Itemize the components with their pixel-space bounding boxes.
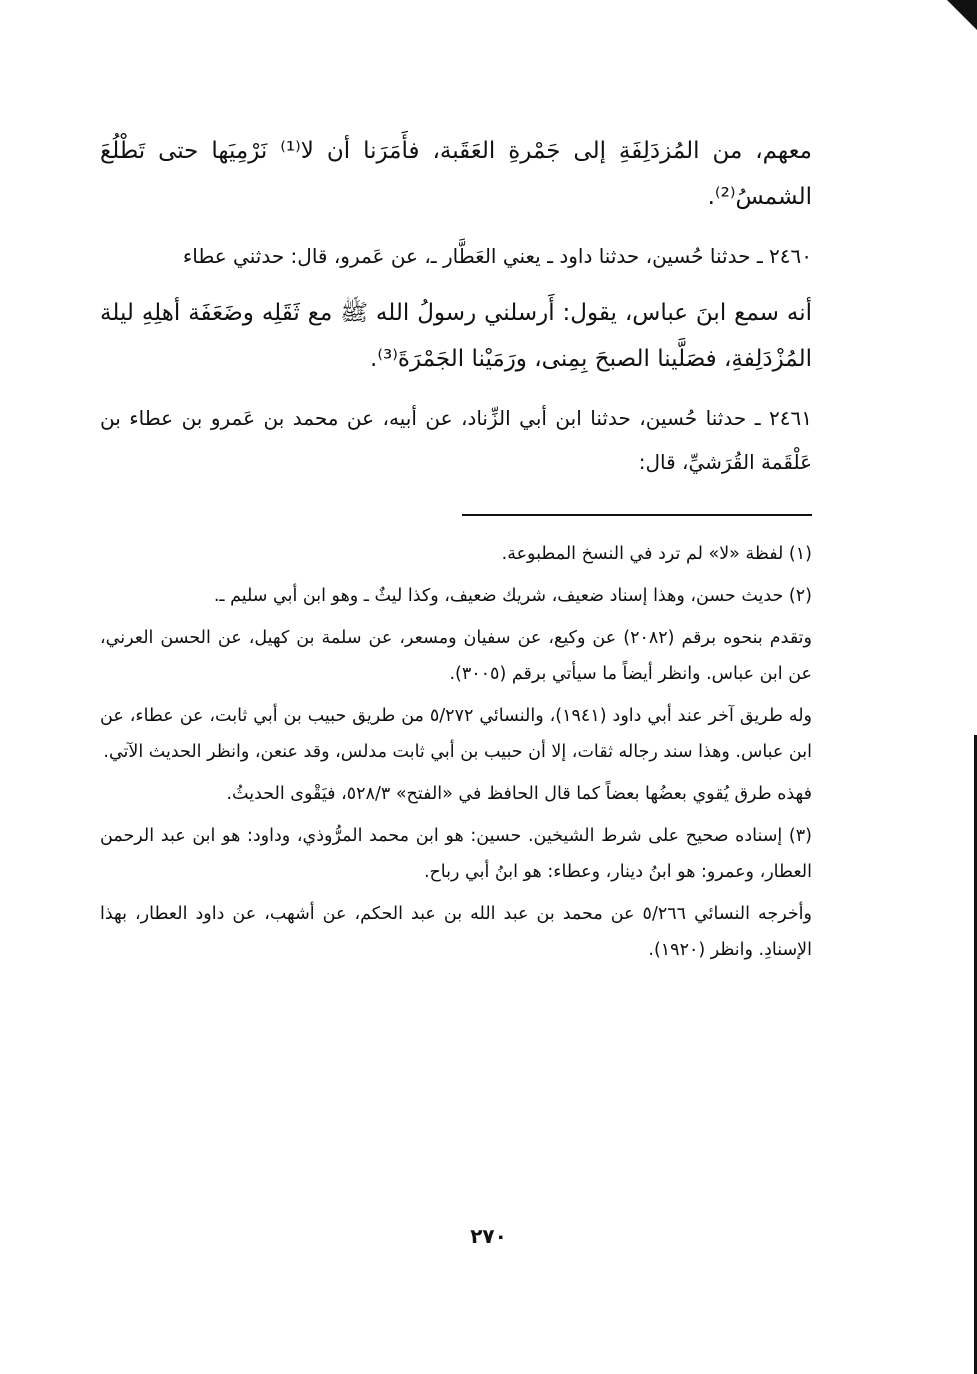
- page-number: ٢٧٠: [470, 1224, 507, 1248]
- hadith-2460-chain: ٢٤٦٠ ـ حدثنا حُسين، حدثنا داود ـ يعني العَطَّار ـ، عن عَمرو، قال: حدثني عطاء: [182, 244, 812, 268]
- page-corner-mark: [947, 0, 977, 30]
- document-page: [100, 128, 812, 974]
- footnote-divider: [462, 514, 812, 516]
- footnote-3-cont: وأخرجه النسائي ٥/٢٦٦ عن محمد بن عبد الله بن عبد الحكم، عن أشهب، عن داود العطار، بهذا الإسنادِ. وانظر (١٩٢٠).: [100, 904, 812, 960]
- main-paragraph-continuation: معهم، من المُزدَلِفَةِ إلى جَمْرةِ العَقَبة، فأَمَرَنا أن لا⁽¹⁾ نَرْمِيَها حتى تَطْلُعَ الشمسُ⁽²⁾.: [100, 138, 813, 210]
- footnote-2-cont-b: وله طريق آخر عند أبي داود (١٩٤١)، والنسائي ٥/٢٧٢ من طريق حبيب بن أبي ثابت، عن عطاء، عن ابن عباس. وهذا سند رجاله ثقات، إلا أن حبيب بن أبي ثابت مدلس، وقد عنعن، وانظر الحديث الآتي.: [100, 706, 812, 762]
- footnote-1: (١) لفظة «لا» لم ترد في النسخ المطبوعة.: [501, 544, 812, 564]
- footnote-3: (٣) إسناده صحيح على شرط الشيخين. حسين: هو ابن محمد المرُّوذي، وداود: هو ابن عبد الرحمن العطار، وعمرو: هو ابنُ دينار، وعطاء: هو ابنُ أبي رباح.: [100, 826, 812, 882]
- footnote-2-cont-a: وتقدم بنحوه برقم (٢٠٨٢) عن وكيع، عن سفيان ومسعر، عن سلمة بن كهيل، عن الحسن العرني، عن ابن عباس. وانظر أيضاً ما سيأتي برقم (٣٠٠٥).: [100, 628, 812, 684]
- footnote-2: (٢) حديث حسن، وهذا إسناد ضعيف، شريك ضعيف، وكذا ليثٌ ـ وهو ابن أبي سليم ـ.: [213, 586, 812, 606]
- hadith-2460-text: أنه سمع ابنَ عباس، يقول: أَرسلني رسولُ الله ﷺ مع ثَقَلِه وضَعَفَة أهلِهِ ليلة المُزْدَلِفةِ، فصَلَّينا الصبحَ بِمِنى، ورَمَيْنا الجَمْرَةَ⁽³⁾.: [100, 300, 812, 372]
- footnote-2-cont-c: فهذه طرق يُقوي بعضُها بعضاً كما قال الحافظ في «الفتح» ٥٢٨/٣، فيَقْوى الحديثُ.: [226, 784, 812, 804]
- hadith-2461-chain: ٢٤٦١ ـ حدثنا حُسين، حدثنا ابن أبي الزِّناد، عن أبيه، عن محمد بن عَمرو بن عطاء بن عَلْقَمة القُرَشيِّ، قال:: [100, 406, 812, 474]
- footnotes: [100, 536, 812, 968]
